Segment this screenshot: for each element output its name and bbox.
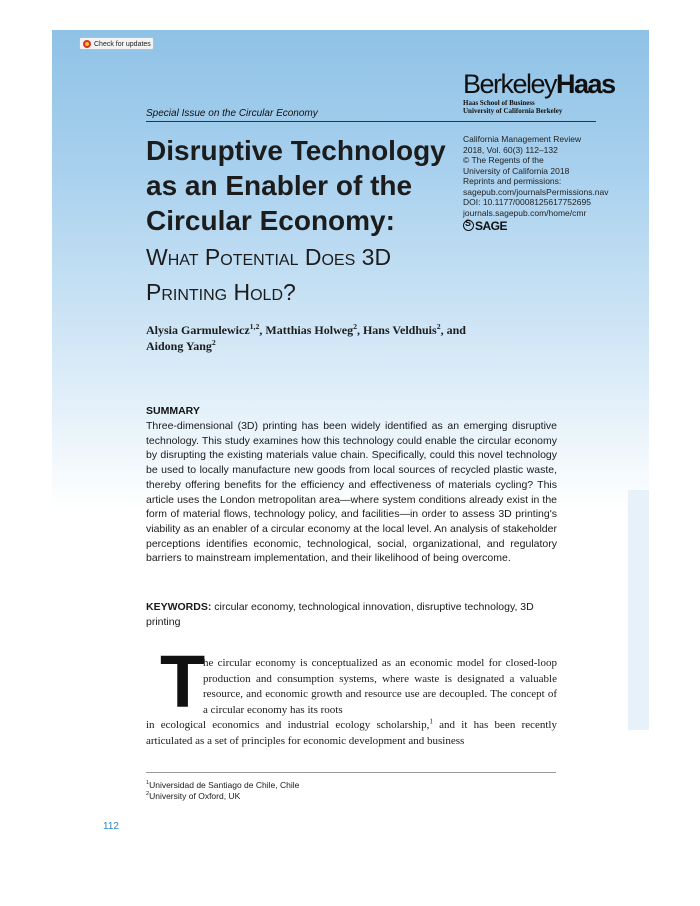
author-list: Alysia Garmulewicz$^{1,2}$, Matthias Holweg$^2$, Hans Veldhuis$^2$, and Aidong Yang$^2$ <box>146 322 466 353</box>
header-rule <box>146 121 596 122</box>
keywords <box>146 600 557 629</box>
keywords-text: circular economy, technological innovation, disruptive technology, 3D printing <box>146 601 534 628</box>
article-subtitle: What Potential Does 3D Printing Hold? <box>146 244 392 305</box>
check-for-updates-button[interactable] <box>79 37 154 50</box>
crossmark-icon <box>83 40 91 48</box>
sage-mark-icon <box>463 220 474 231</box>
summary-heading: SUMMARY <box>146 405 200 417</box>
logo-subtitle: Haas School of Business University of California Berkeley <box>463 99 563 115</box>
page-number: 112 <box>103 821 119 832</box>
margin-strip <box>628 490 649 730</box>
check-for-updates-label: Check for updates <box>94 41 151 48</box>
permissions-link[interactable]: sagepub.com/journalsPermissions.nav <box>463 186 609 197</box>
special-issue-label: Special Issue on the Circular Economy <box>146 108 318 119</box>
summary-text: Three-dimensional (3D) printing has been widely identified as an emerging disruptive technology. This study examines how this technology could enable the circular economy by disrupting the existing materials value chain. Specifically, could this novel technology be used to locally manufacture new goods from local sources of recycled plastic waste, thereby offering benefits for the efficiency and effectiveness of materials cycling? This article uses the London metropolitan area—where system conditions already exist in the form of material flows, technology policy, and facilities—in order to assess 3D printing's viability as an enabler of a circular economy at the local level. An analysis of stakeholder perceptions identifies economic, technological, social, organizational, and regulatory barriers to mainstream implementation, and their likelihood of being overcome. <box>146 420 557 565</box>
journal-link[interactable]: journals.sagepub.com/home/cmr <box>463 207 587 218</box>
body-paragraph-start: he circular economy is conceptualized as an economic model for closed-loop production and consumption systems, where waste is designated a valuable resource, and economic growth and resource use are decoupled. The concept of a circular economy has its roots <box>203 657 557 716</box>
body-paragraph-continued: in ecological economics and industrial ecology scholarship,$^1$ and it has been recently articulated as a set of principles for economic development and business <box>146 717 557 747</box>
berkeley-haas-logo: BerkeleyHaas <box>463 69 615 99</box>
keywords-label: KEYWORDS: <box>146 601 212 613</box>
footnotes: $^1$Universidad de Santiago de Chile, Chile $^2$University of Oxford, UK <box>146 780 300 801</box>
doi-link[interactable]: DOI: 10.1177/0008125617752695 <box>463 197 591 207</box>
sage-logo: SSAGE <box>463 219 507 233</box>
journal-info: California Management Review 2018, Vol. 60(3) 112–132 © The Regents of the University of California 2018 Reprints and permissions: sagepub.com/journalsPermissions.nav DOI: 10.1177/0008125617752695 journals.sagepub.com/home/cmr <box>463 134 643 218</box>
article-title: Disruptive Technology as an Enabler of the Circular Economy: <box>146 135 446 236</box>
drop-cap: T <box>160 640 206 723</box>
footnote-rule <box>146 772 556 773</box>
